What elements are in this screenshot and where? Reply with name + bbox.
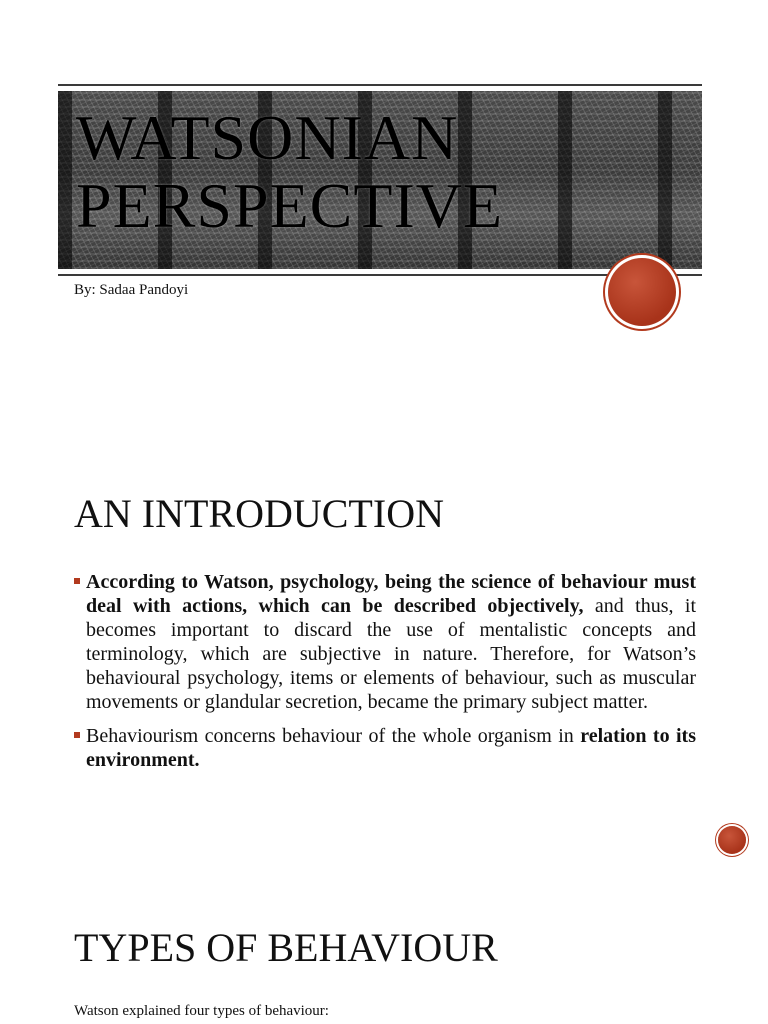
slide-title	[76, 104, 503, 240]
banner-bottom-rule	[58, 274, 702, 276]
decorative-circle-small	[718, 826, 746, 854]
title-banner	[58, 84, 702, 276]
title-line-2: PERSPECTIVE	[76, 170, 504, 241]
decorative-circle-badge	[608, 258, 676, 326]
introduction-bullets	[74, 570, 696, 782]
bullet1-text: and thus, it becomes important to discard the use of mentalistic concepts and terminology, which are subjective in nature. Therefore, for Watson’s behavioural psychology, items or elements of behaviour, such as muscular movements or glandular secretion, became the primary subject matter.	[86, 595, 696, 713]
author-line: By: Sadaa Pandoyi	[74, 282, 189, 298]
bullet2-text: Behaviourism concerns behaviour of the whole organism in	[86, 725, 581, 747]
square-bullet-icon	[74, 732, 80, 738]
types-lead-text: Watson explained four types of behaviour:	[74, 1003, 329, 1019]
introduction-heading: AN INTRODUCTION	[74, 491, 444, 536]
bullet-item	[74, 570, 696, 714]
title-line-1: WATSONIAN	[76, 102, 459, 173]
bullet-item	[74, 724, 696, 772]
square-bullet-icon	[74, 578, 80, 584]
types-heading: TYPES OF BEHAVIOUR	[74, 925, 498, 970]
bullet1-bold-text: According to Watson, psychology, being the science of behaviour must deal with actions, which can be described objectively,	[86, 571, 696, 617]
bullet2-bold-text: relation to its environment.	[86, 725, 696, 771]
banner-top-rule	[58, 84, 702, 86]
